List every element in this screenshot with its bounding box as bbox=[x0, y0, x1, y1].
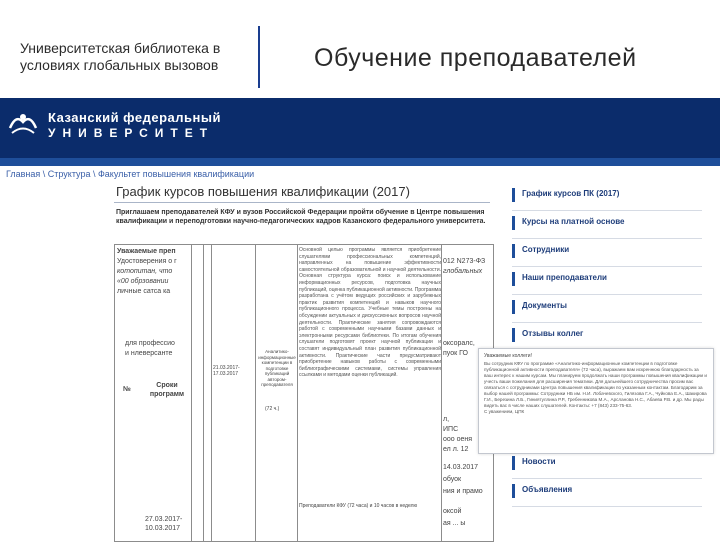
table-cell: ел л. 12 bbox=[443, 446, 469, 453]
sidebar-item-label[interactable]: Объявления bbox=[522, 485, 573, 494]
table-cell: Уважаемые преп bbox=[117, 248, 176, 255]
popup-text bbox=[484, 361, 708, 415]
library-title: Университетская библиотека в условиях глобальных вызовов bbox=[20, 40, 221, 73]
table-cell: оксоралс, bbox=[443, 340, 475, 347]
sidebar-item-documents[interactable] bbox=[512, 294, 702, 323]
number-header: № bbox=[123, 386, 131, 393]
table-cell: оксой bbox=[443, 508, 462, 515]
table-cell: 012 N273-ФЗ bbox=[443, 258, 486, 265]
header-strip bbox=[0, 158, 720, 166]
sidebar-item-label[interactable]: Новости bbox=[522, 457, 556, 466]
column-divider bbox=[255, 245, 256, 541]
column-divider bbox=[203, 245, 204, 541]
sidebar-item-announcements[interactable] bbox=[512, 478, 702, 507]
popup-body: Вы сотрудник КФУ по программе «Аналитико-информационные компетенции в подготовке публикационной активности преподавателя» (72 часа), выражаем вам искреннюю благодарность за ваш интерес к нашим курсам. Мы планируем продолжать наши программы повышения квалификации и учесть ваши пожелания для расширения тематики. Для дальнейшего сотрудничества просим вас связаться с сотрудниками Центра повышения квалификации по указанным контактам. Благодарим за выбор нашей программы: Сотрудники НБ им. Н.И. Лобачевского, Гилязова Г.А., Чуйкова Е.А., Шакирова Г.И., Березина Л.Б., Гиниятуллина Р.Р., Гребенникова М.А., Арсланова Н.С., Абаева Р.В. и др. Мы рады видеть вас в числе наших слушателей. Контакты: +7 (843) 233-75-63. bbox=[484, 361, 707, 408]
sidebar-item-label[interactable]: Сотрудники bbox=[522, 245, 570, 254]
column-divider bbox=[191, 245, 192, 541]
column-divider bbox=[441, 245, 442, 541]
sidebar-item-reviews[interactable] bbox=[512, 322, 702, 351]
slide-title: Обучение преподавателей bbox=[314, 44, 637, 72]
sidebar-item-paid-courses[interactable] bbox=[512, 210, 702, 239]
sidebar-marker bbox=[512, 244, 515, 258]
table-cell: глобальных bbox=[443, 268, 483, 275]
sidebar-marker bbox=[512, 328, 515, 342]
sidebar-item-teachers[interactable] bbox=[512, 266, 702, 295]
university-name[interactable]: Казанский федеральный bbox=[48, 110, 221, 125]
sidebar-item-schedule[interactable] bbox=[512, 182, 702, 211]
table-cell: личные сатса ка bbox=[117, 288, 171, 295]
table-cell: «00 обрзовании bbox=[117, 278, 169, 285]
column-divider bbox=[211, 245, 212, 541]
dates-header: Сроки программ bbox=[149, 382, 185, 398]
table-cell: ая ... ы bbox=[443, 520, 466, 527]
table-cell: л, bbox=[443, 416, 450, 423]
sidebar-item-label[interactable]: Курсы на платной основе bbox=[522, 217, 625, 226]
table-cell: ооо оеня bbox=[443, 436, 473, 443]
sidebar-marker bbox=[512, 300, 515, 314]
table-cell: для профессио bbox=[125, 340, 175, 347]
course-table bbox=[114, 244, 494, 542]
course-dates: 21.03.2017-17.03.2017 bbox=[213, 365, 240, 377]
table-cell: ИПС bbox=[443, 426, 459, 433]
footnote: Преподаватели КФУ (72 часа) и 10 часов в неделю bbox=[299, 503, 418, 509]
table-cell: и нлеверсанте bbox=[125, 350, 173, 357]
sidebar-item-label[interactable]: График курсов ПК (2017) bbox=[522, 189, 620, 198]
feedback-popup bbox=[478, 348, 714, 454]
sidebar-marker bbox=[512, 456, 515, 470]
title-divider bbox=[258, 26, 260, 88]
website-screenshot bbox=[0, 98, 720, 540]
slide-header bbox=[0, 0, 720, 98]
sidebar-marker bbox=[512, 272, 515, 286]
sidebar-item-label[interactable]: Наши преподаватели bbox=[522, 273, 607, 282]
table-cell: пуок ГО bbox=[443, 350, 468, 357]
sidebar-item-news[interactable] bbox=[512, 450, 702, 479]
table-cell: 14.03.2017 bbox=[443, 464, 479, 471]
kfu-logo-icon[interactable] bbox=[6, 106, 40, 140]
column-divider bbox=[297, 245, 298, 541]
page-title: График курсов повышения квалификации (2017) bbox=[116, 184, 410, 199]
sidebar-marker bbox=[512, 216, 515, 230]
sidebar-marker bbox=[512, 188, 515, 202]
table-cell: ния и прамо bbox=[443, 488, 483, 495]
popup-title: Уважаемые коллеги! bbox=[484, 353, 532, 359]
popup-signature: С уважением, ЦПК bbox=[484, 409, 525, 414]
sidebar-item-label[interactable]: Документы bbox=[522, 301, 567, 310]
course-hours: (72 ч.) bbox=[265, 406, 280, 412]
intro-text: Приглашаем преподавателей КФУ и вузов Российской Федерации пройти обучение в Центре повышения квалификации и переподготовки научно-педагогических кадров Казанского федерального университета. bbox=[116, 209, 486, 225]
sidebar-marker bbox=[512, 484, 515, 498]
main-content bbox=[108, 182, 494, 540]
university-subname[interactable]: УНИВЕРСИТЕТ bbox=[48, 126, 215, 140]
breadcrumb[interactable]: Главная \ Структура \ Факультет повышения квалификации bbox=[6, 169, 255, 179]
table-cell: котопитан, что bbox=[117, 268, 173, 275]
table-cell: обуок bbox=[443, 476, 462, 483]
title-underline bbox=[114, 202, 490, 203]
sidebar-item-staff[interactable] bbox=[512, 238, 702, 267]
course-name: Аналитико-информационные компетенции в подготовке публикаций автором-преподавателя bbox=[258, 349, 296, 387]
sidebar-item-label[interactable]: Отзывы коллег bbox=[522, 329, 584, 338]
site-header bbox=[0, 98, 720, 158]
course-dates: 27.03.2017- 10.03.2017 bbox=[145, 516, 183, 532]
table-cell: Удостоверения о г bbox=[117, 258, 177, 265]
course-description: Основной целью программы является приобретение слушателями профессиональных компетенций, направленных на повышение эффективности самостоятельной образовательной и научной деятельности. Основная структура курса: поиск и использование информационных ресурсов, подготовка научных публикаций, оценка публикационной активности. Программа разработана с учётом ведущих российских и зарубежных практик развития компетенций и навыков научного публикационного процесса. Учебные темы построены на обсуждении актуальных и дискуссионных вопросов научной деятельности. Практические занятия сопровождаются работой с современными научными базами данных и электронными ресурсами библиотеки. По итогам обучения слушатели подготовят проект научной публикации и составят индивидуальный план развития публикационной активности. Практические части предусматривают приобретение навыков работы с современными библиографическими системами, системы управления ссылками и методами оценки публикаций. bbox=[299, 247, 441, 379]
